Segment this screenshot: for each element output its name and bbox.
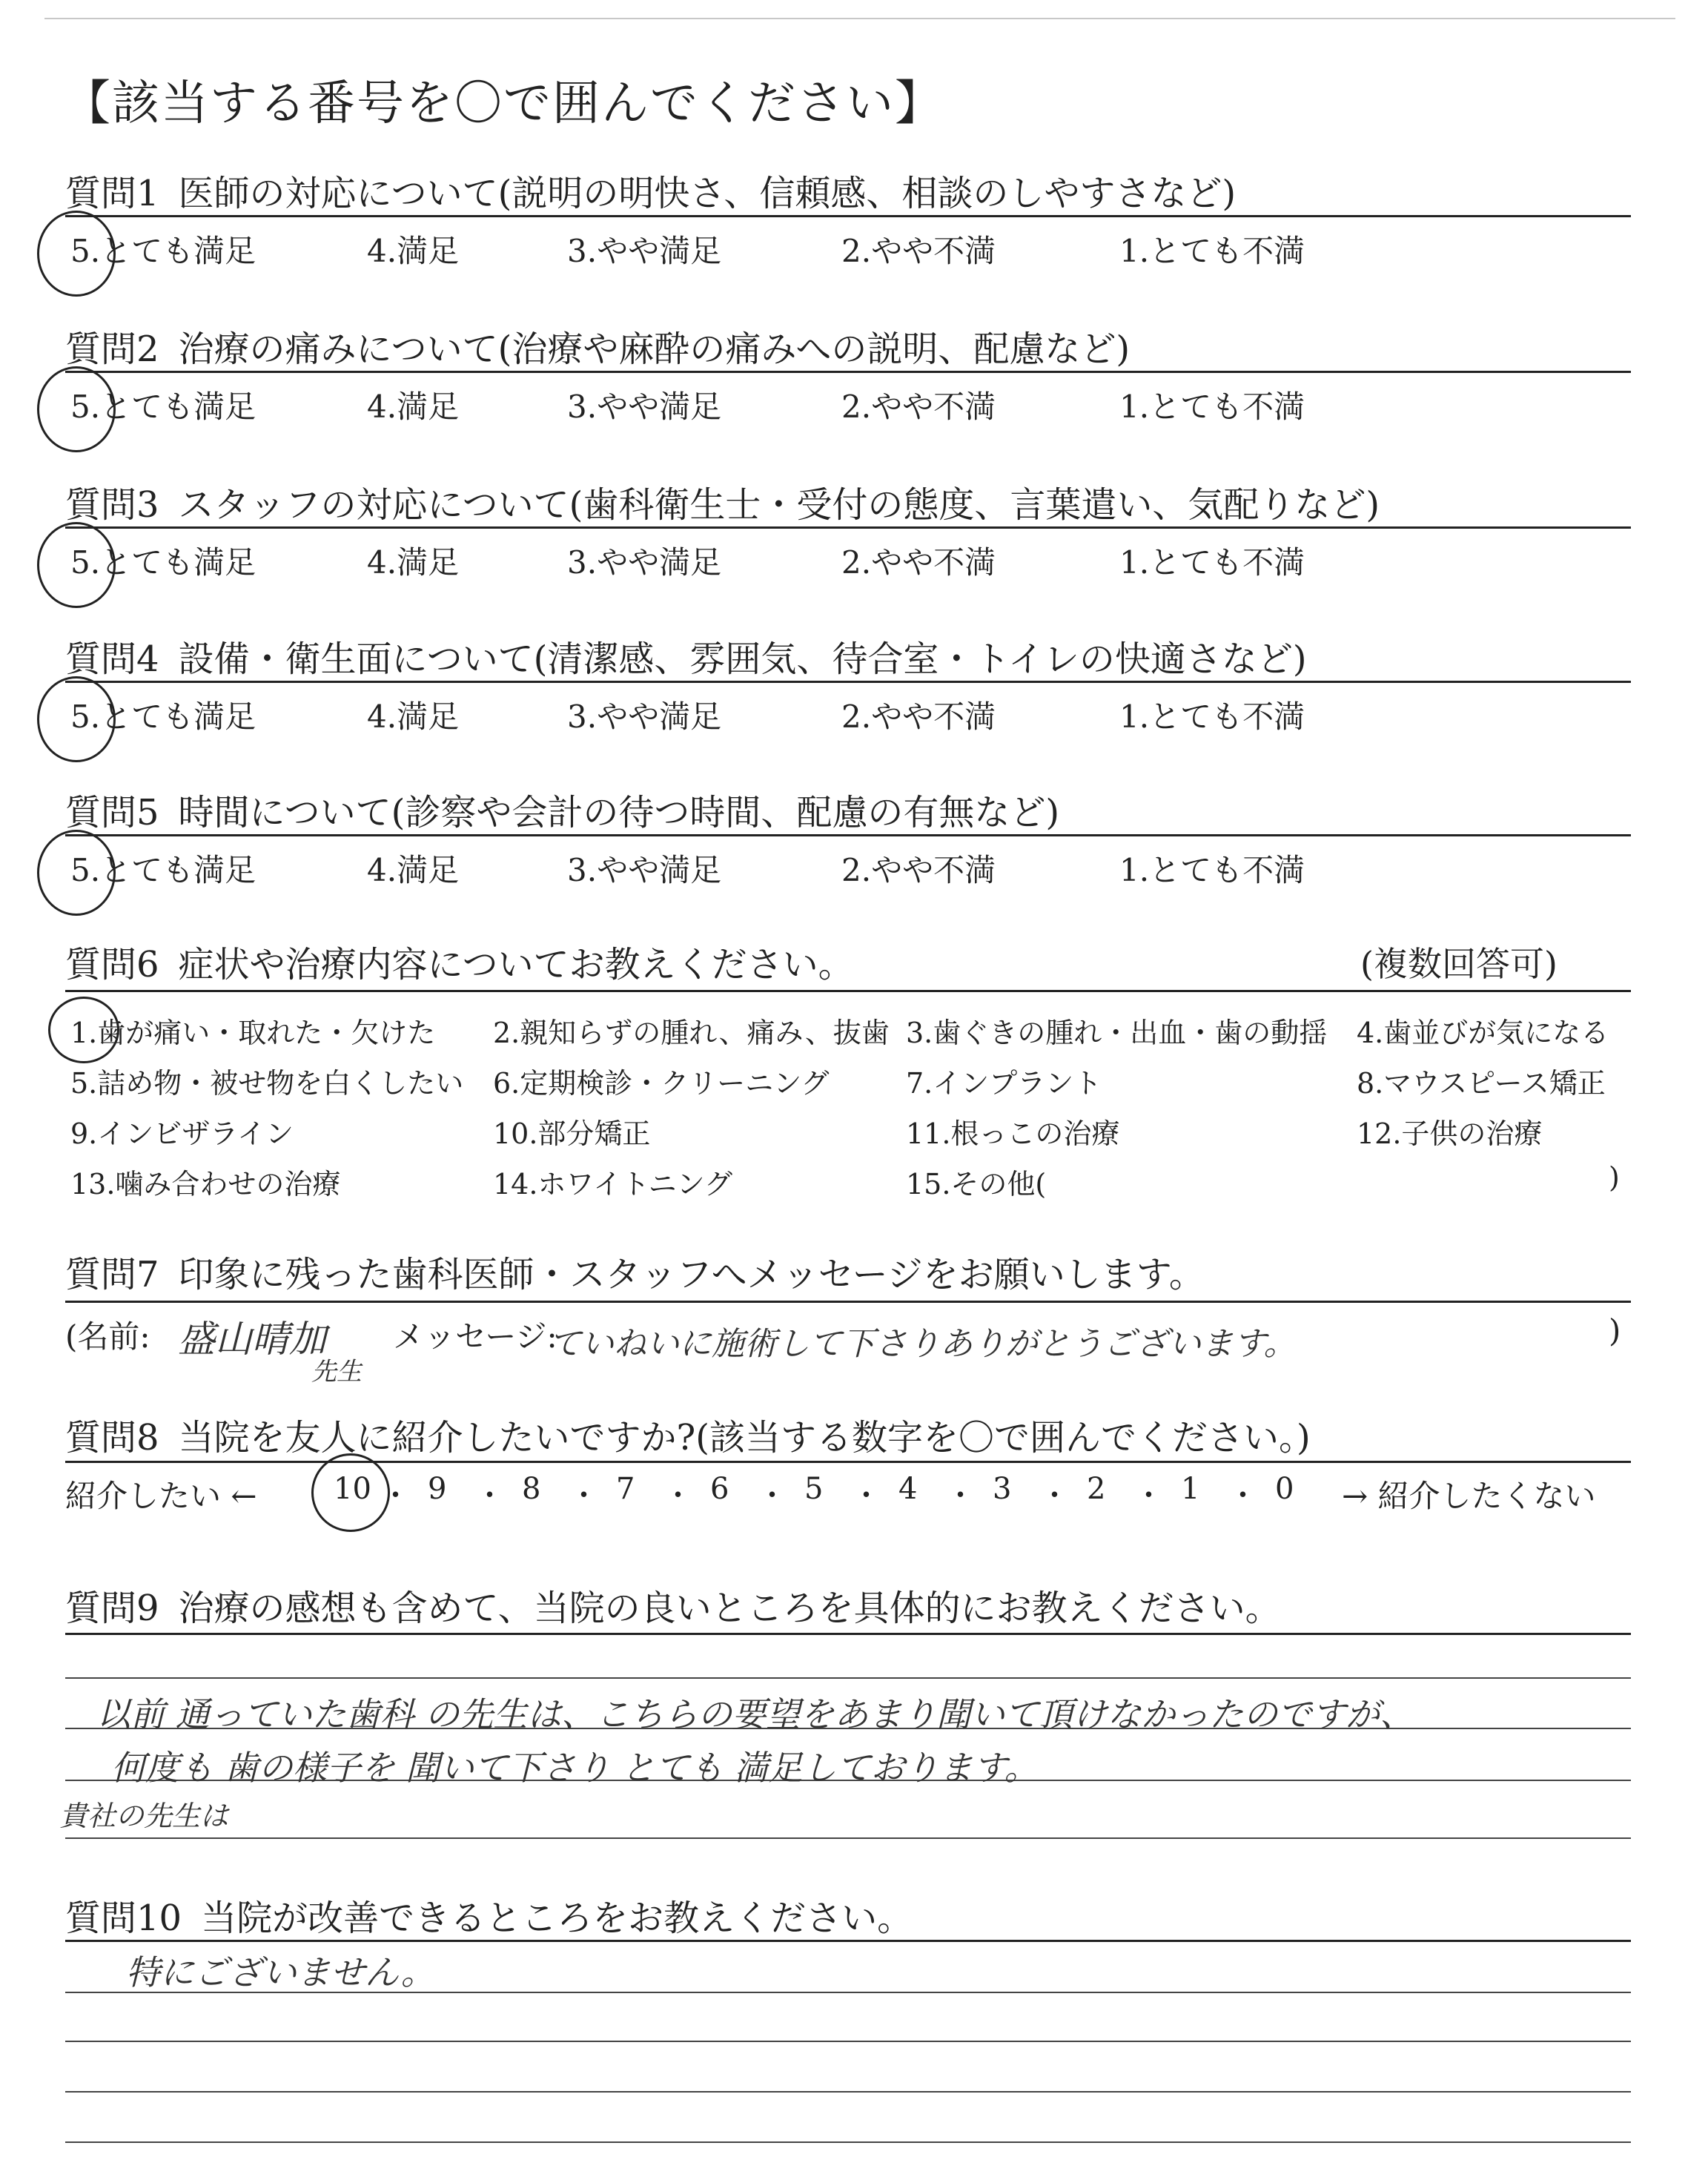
selection-circle [37,830,116,916]
q5-rule [65,834,1631,836]
page-title: 【該当する番号を〇で囲んでください】 [63,76,944,131]
rating-option[interactable]: 4.満足 [367,698,460,735]
q5-label: 質問5 [65,792,159,833]
q8-scale-value[interactable]: 6 [710,1472,729,1506]
q6-option: ) [1609,1161,1620,1194]
q10-answer-rule [65,2141,1631,2143]
q9-text: 治療の感想も含めて、当院の良いところを具体的にお教えください。 [178,1588,1281,1629]
q4-heading [65,630,1307,681]
q8-scale-value[interactable]: 7 [616,1472,635,1506]
q1-label: 質問1 [65,173,159,214]
q2-label: 質問2 [65,328,159,370]
rating-option[interactable]: 5.とても満足 [70,544,256,581]
q10-label: 質問10 [65,1898,182,1939]
q8-scale-separator: ・ [757,1479,787,1513]
rating-option[interactable]: 2.やや不満 [841,852,996,888]
q6-option[interactable]: 7.インプラント [906,1067,1102,1100]
q6-option[interactable]: 14.ホワイトニング [493,1168,733,1200]
q8-label: 質問8 [65,1417,159,1459]
q5-heading [65,784,1059,835]
rating-option[interactable]: 5.とても満足 [70,852,256,888]
q10-rule [65,1940,1631,1942]
q1-text: 医師の対応について(説明の明快さ、信頼感、相談のしやすさなど) [178,173,1237,214]
rating-option[interactable]: 1.とても不満 [1119,698,1305,735]
rating-option[interactable]: 2.やや不満 [841,544,996,581]
selection-circle [311,1453,390,1532]
q8-left-label: 紹介したい ← [65,1478,257,1514]
q8-text: 当院を友人に紹介したいですか?(該当する数字を〇で囲んでください。) [178,1417,1311,1459]
rating-option[interactable]: 5.とても満足 [70,389,256,425]
q10-answer-line: 特にございません。 [126,1952,435,1992]
q1-rule [65,215,1631,217]
q8-heading [65,1409,1311,1460]
q8-scale-separator: ・ [1039,1479,1070,1513]
q8-right-label: → 紹介したくない [1342,1478,1596,1514]
q6-option[interactable]: 4.歯並びが気になる [1357,1017,1609,1049]
rating-option[interactable]: 1.とても不満 [1119,233,1305,269]
q2-rule [65,371,1631,373]
q7-rule [65,1301,1631,1303]
rating-option[interactable]: 4.満足 [367,544,460,581]
q6-option[interactable]: 12.子供の治療 [1357,1117,1543,1150]
q8-scale-separator: ・ [474,1479,505,1513]
selection-circle [37,366,116,452]
q6-heading [65,936,854,987]
q6-option[interactable]: 2.親知らずの腫れ、痛み、抜歯 [493,1017,890,1049]
rating-option[interactable]: 3.やや満足 [567,698,722,735]
q10-answer-rule [65,2091,1631,2093]
q6-option[interactable]: 5.詰め物・被せ物を白くしたい [70,1067,464,1100]
q6-option[interactable]: 6.定期検診・クリーニング [493,1067,830,1100]
q8-scale-value[interactable]: 9 [428,1472,447,1506]
q8-scale-separator: ・ [1133,1479,1164,1513]
rating-option[interactable]: 4.満足 [367,389,460,425]
rating-option[interactable]: 1.とても不満 [1119,852,1305,888]
q6-option[interactable]: 9.インビザライン [70,1117,294,1150]
rating-option[interactable]: 1.とても不満 [1119,544,1305,581]
q8-scale-separator: ・ [380,1479,411,1513]
q6-rule [65,990,1631,992]
rating-option[interactable]: 2.やや不満 [841,389,996,425]
q9-label: 質問9 [65,1588,159,1629]
q6-label: 質問6 [65,944,159,985]
selection-circle [37,676,116,762]
q8-scale-value[interactable]: 10 [334,1472,371,1506]
q10-answer-rule [65,1992,1631,1993]
q6-option[interactable]: 11.根っこの治療 [906,1117,1120,1150]
rating-option[interactable]: 1.とても不満 [1119,389,1305,425]
q8-scale-value[interactable]: 1 [1181,1472,1200,1506]
q10-heading [65,1889,913,1941]
q7-heading [65,1246,1205,1297]
q6-text: 症状や治療内容についてお教えください。 [178,944,854,985]
q6-option[interactable]: 15.その他( [906,1168,1047,1200]
q7-message-label: メッセージ: [393,1318,557,1355]
q9-heading [65,1579,1281,1631]
q10-text: 当院が改善できるところをお教えください。 [201,1898,913,1939]
q9-answer-rule [65,1837,1631,1839]
q4-label: 質問4 [65,638,159,680]
q2-heading [65,320,1130,371]
rating-option[interactable]: 2.やや不満 [841,698,996,735]
selection-circle [48,997,119,1063]
q2-text: 治療の痛みについて(治療や麻酔の痛みへの説明、配慮など) [178,328,1131,370]
q8-scale-value[interactable]: 4 [898,1472,918,1506]
rating-option[interactable]: 5.とても満足 [70,698,256,735]
q8-scale-value[interactable]: 2 [1087,1472,1106,1506]
q6-option[interactable]: 13.噛み合わせの治療 [70,1168,341,1200]
q4-rule [65,681,1631,683]
q7-name-suffix: 先生 [311,1357,362,1387]
selection-circle [37,211,116,297]
rating-option[interactable]: 3.やや満足 [567,233,722,269]
q8-scale-separator: ・ [851,1479,881,1513]
q7-label: 質問7 [65,1254,159,1295]
q7-name-label: (名前: [65,1318,150,1355]
rating-option[interactable]: 3.やや満足 [567,852,722,888]
q8-scale-value[interactable]: 0 [1275,1472,1294,1506]
q4-text: 設備・衛生面について(清潔感、雰囲気、待合室・トイレの快適さなど) [178,638,1307,680]
q3-rule [65,526,1631,529]
q9-answer-line: 以前 通っていた歯科 の先生は、こちらの要望をあまり聞いて頂けなかったのですが、 [96,1694,1414,1734]
rating-option[interactable]: 3.やや満足 [567,544,722,581]
q8-scale-separator: ・ [663,1479,693,1513]
q8-scale-separator: ・ [569,1479,599,1513]
q9-rule [65,1633,1631,1635]
rating-option[interactable]: 4.満足 [367,852,460,888]
q6-option[interactable]: 10.部分矯正 [493,1117,651,1150]
q8-scale-separator: ・ [1228,1479,1258,1513]
top-rule [44,18,1675,19]
q3-label: 質問3 [65,484,159,526]
q5-text: 時間について(診察や会計の待つ時間、配慮の有無など) [178,792,1060,833]
q7-message-value: ていねいに施術して下さりありがとうございます。 [549,1325,1297,1363]
q3-heading [65,476,1380,527]
q8-scale-value[interactable]: 3 [993,1472,1012,1506]
q9-answer-line: 何度も 歯の様子を 聞いて下さり とても 満足しております。 [111,1748,1039,1788]
q8-rule [65,1461,1631,1463]
q8-scale-separator: ・ [945,1479,976,1513]
selection-circle [37,522,116,608]
q6-option[interactable]: 8.マウスピース矯正 [1357,1067,1606,1100]
q6-option[interactable]: 1.歯が痛い・取れた・欠けた [70,1017,436,1049]
q9-answer-rule [65,1677,1631,1679]
q8-scale-value[interactable]: 8 [522,1472,541,1506]
q8-scale-value[interactable]: 5 [804,1472,824,1506]
q6-option[interactable]: 3.歯ぐきの腫れ・出血・歯の動揺 [906,1017,1328,1049]
rating-option[interactable]: 4.満足 [367,233,460,269]
q9-answer-line: 貴社の先生は [59,1800,229,1832]
q3-text: スタッフの対応について(歯科衛生士・受付の態度、言葉遣い、気配りなど) [178,484,1380,526]
q7-text: 印象に残った歯科医師・スタッフへメッセージをお願いします。 [178,1254,1205,1295]
q6-note: (複数回答可) [1360,944,1558,984]
rating-option[interactable]: 2.やや不満 [841,233,996,269]
q10-answer-rule [65,2041,1631,2042]
q7-close-paren: ) [1609,1312,1621,1349]
q1-heading [65,165,1236,216]
q7-name-value: 盛山晴加 [178,1318,326,1361]
rating-option[interactable]: 3.やや満足 [567,389,722,425]
rating-option[interactable]: 5.とても満足 [70,233,256,269]
